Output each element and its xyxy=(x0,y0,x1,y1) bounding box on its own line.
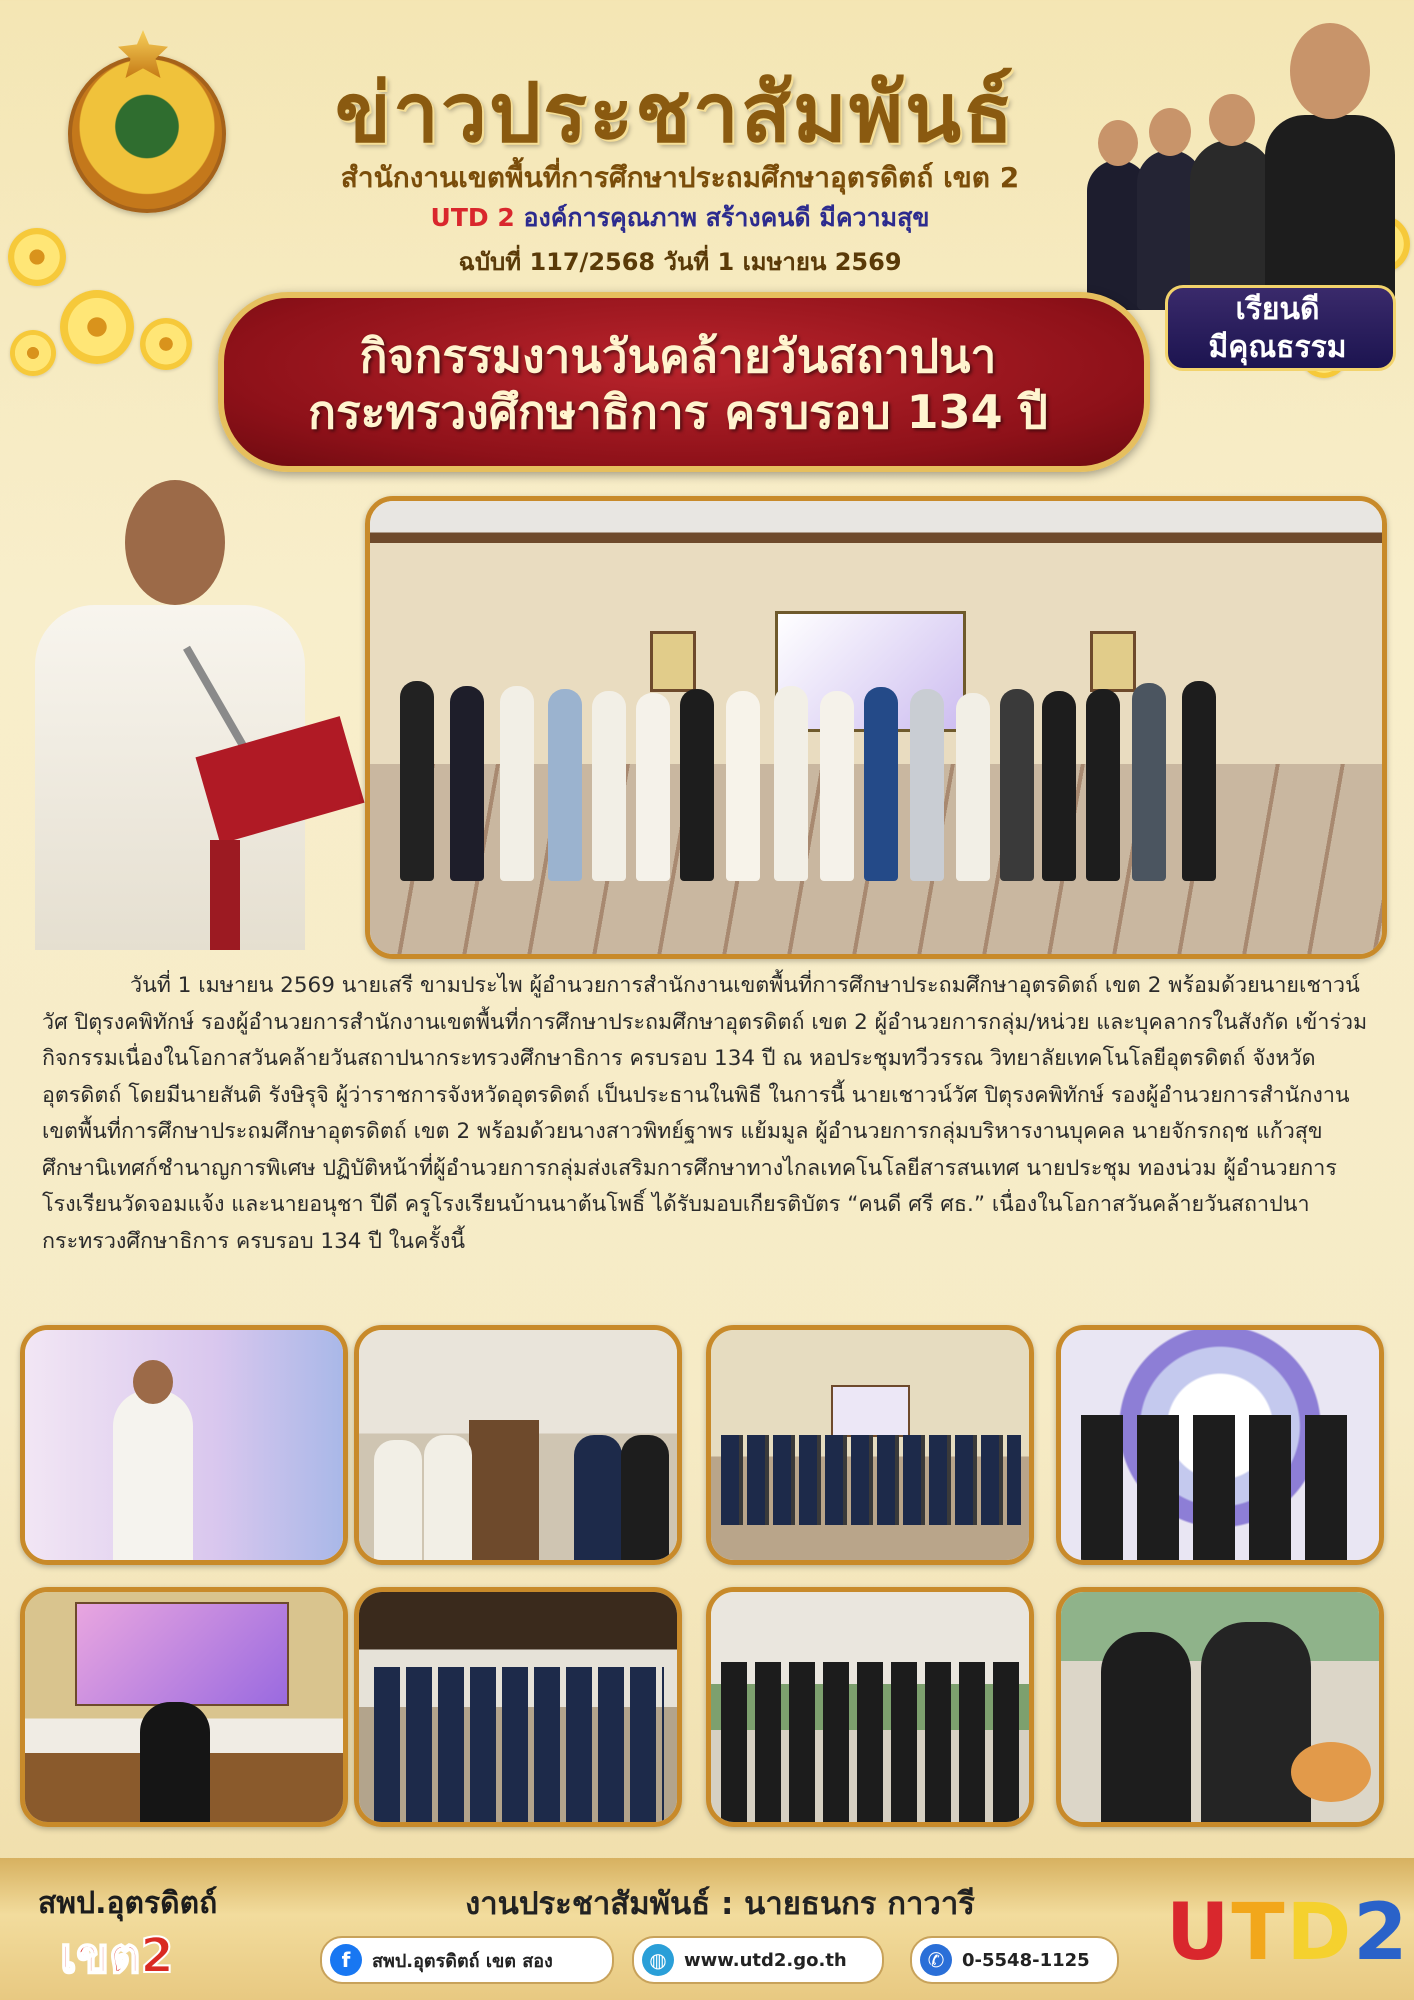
pr-credit: งานประชาสัมพันธ์ : นายธนกร กาวารี xyxy=(465,1886,975,1922)
issue-number: ฉบับที่ 117/2568 วันที่ 1 เมษายน 2569 xyxy=(458,248,902,276)
main-group-photo xyxy=(365,496,1387,959)
website-label: www.utd2.go.th xyxy=(684,1949,847,1971)
event-photo-6 xyxy=(354,1587,682,1827)
event-photo-4 xyxy=(1056,1325,1384,1565)
flower-decoration xyxy=(140,318,192,370)
flower-decoration xyxy=(60,290,134,364)
flower-decoration xyxy=(10,330,56,376)
facebook-label: สพป.อุตรดิตถ์ เขต สอง xyxy=(372,1950,553,1972)
headline-line2: กระทรวงศึกษาธิการ ครบรอบ 134 ปี xyxy=(308,385,1048,439)
article-body xyxy=(42,968,1382,1260)
facebook-icon: f xyxy=(330,1944,362,1976)
utd2-logo: UTD2 xyxy=(1166,1888,1410,1978)
event-photo-8 xyxy=(1056,1587,1384,1827)
phone-label: 0-5548-1125 xyxy=(962,1949,1090,1971)
slogan xyxy=(300,198,1060,238)
executives-photo xyxy=(1085,60,1414,310)
office-name: สำนักงานเขตพื้นที่การศึกษาประถมศึกษาอุตรดิตถ์ เขต 2 xyxy=(340,161,1020,194)
phone-icon: ✆ xyxy=(920,1944,952,1976)
flower-decoration xyxy=(8,228,66,286)
article-paragraph: วันที่ 1 เมษายน 2569 นายเสรี ขามประไพ ผู้อำนวยการสำนักงานเขตพื้นที่การศึกษาประถมศึกษาอุตรดิตถ์ เขต 2 พร้อมด้วยนายเชาวน์วัศ ปิตุรงคพิทักษ์ รองผู้อำนวยการสำนักงานเขตพื้นที่การศึกษาประถมศึกษาอุตรดิตถ์ เขต 2 ผู้อำนวยการกลุ่ม/หน่วย และบุคลากรในสังกัด เข้าร่วมกิจกรรมเนื่องในโอกาสวันคล้ายวันสถาปนากระทรวงศึกษาธิการ ครบรอบ 134 ปี ณ หอประชุมทวีวรรณ วิทยาลัยเทคโนโลยีอุตรดิตถ์ จังหวัดอุตรดิตถ์ โดยมีนายสันติ รังษิรุจิ ผู้ว่าราชการจังหวัดอุตรดิตถ์ เป็นประธานในพิธี ในการนี้ นายเชาวน์วัศ ปิตุรงคพิทักษ์ รองผู้อำนวยการสำนักงานเขตพื้นที่การศึกษาประถมศึกษาอุตรดิตถ์ เขต 2 พร้อมด้วยนางสาวพิทย์ฐาพร แย้มมูล ผู้อำนวยการกลุ่มบริหารงานบุคคล นายจักรกฤช แก้วสุข ศึกษานิเทศก์ชำนาญการพิเศษ ปฏิบัติหน้าที่ผู้อำนวยการกลุ่มส่งเสริมการศึกษาทางไกลเทคโนโลยีสารสนเทศ นายประชุม ทองน่วม ผู้อำนวยการโรงเรียนวัดจอมแจ้ง และนายอนุชา ปีดี ครูโรงเรียนบ้านนาต้นโพธิ์ ได้รับมอบเกียรติบัตร “คนดี ศรี ศธ.” เนื่องในโอกาสวันคล้ายวันสถาปนากระทรวงศึกษาธิการ ครบรอบ 134 ปี ในครั้งนี้ xyxy=(42,973,1368,1254)
event-photo-2 xyxy=(354,1325,682,1565)
event-photo-5 xyxy=(20,1587,348,1827)
event-photo-1 xyxy=(20,1325,348,1565)
motto-line1: เรียนดี xyxy=(1235,292,1320,327)
speaker-photo xyxy=(25,470,365,950)
footer-org-name: สพป.อุตรดิตถ์ xyxy=(38,1886,218,1921)
footer-org-area: เขต2 xyxy=(60,1928,174,1984)
phone-link[interactable] xyxy=(910,1936,1119,1984)
slogan-text: องค์การคุณภาพ สร้างคนดี มีความสุข xyxy=(523,203,930,232)
slogan-code: UTD 2 xyxy=(430,203,515,232)
facebook-link[interactable] xyxy=(320,1936,614,1984)
event-photo-7 xyxy=(706,1587,1034,1827)
headline-line1: กิจกรรมงานวันคล้ายวันสถาปนา xyxy=(359,329,997,383)
ministry-logo xyxy=(68,55,226,213)
page-title: ข่าวประชาสัมพันธ์ xyxy=(334,65,1016,161)
motto-line2: มีคุณธรรม xyxy=(1208,330,1347,365)
website-link[interactable] xyxy=(632,1936,884,1984)
event-photo-3 xyxy=(706,1325,1034,1565)
globe-icon: ◍ xyxy=(642,1944,674,1976)
